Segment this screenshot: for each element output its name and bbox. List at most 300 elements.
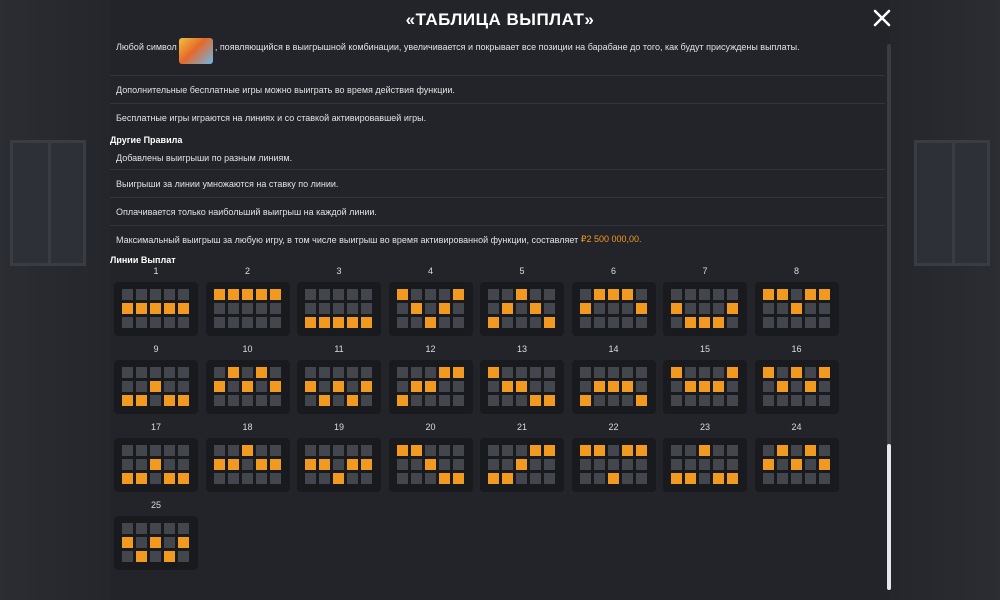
payline-square (671, 459, 682, 470)
payline-number: 19 (333, 422, 344, 432)
payline-square (411, 473, 422, 484)
payline-square (397, 317, 408, 328)
payline-square-active (319, 395, 330, 406)
rule-wild-expand (110, 38, 885, 76)
other-rule-item (110, 147, 885, 170)
max-win-rule (110, 226, 885, 253)
payline-square-active (397, 445, 408, 456)
payline-square-active (136, 303, 147, 314)
rule-text: Бесплатные игры играются на линиях и со ставкой активировавшей игры. (116, 112, 427, 123)
payline-square-active (622, 381, 633, 392)
payline-square (228, 473, 239, 484)
payline-22 (572, 422, 656, 492)
payline-square (488, 303, 499, 314)
payline-square-active (791, 303, 802, 314)
payline-board (114, 438, 198, 492)
payline-square (544, 289, 555, 300)
payline-square (699, 303, 710, 314)
payline-square-active (608, 473, 619, 484)
payline-number: 16 (791, 344, 802, 354)
payline-square (361, 473, 372, 484)
payline-square (622, 367, 633, 378)
payline-square-active (594, 445, 605, 456)
other-rules-heading: Другие Правила (110, 135, 183, 145)
payline-square-active (727, 303, 738, 314)
payline-square (150, 523, 161, 534)
payline-square (150, 395, 161, 406)
payline-number: 13 (516, 344, 527, 354)
payline-square-active (319, 317, 330, 328)
payline-square-active (178, 537, 189, 548)
payline-square-active (594, 381, 605, 392)
payline-square-active (270, 289, 281, 300)
payline-square (347, 367, 358, 378)
payline-board (206, 438, 290, 492)
payline-square-active (242, 445, 253, 456)
payline-square-active (580, 303, 591, 314)
payline-square (777, 459, 788, 470)
payline-square (594, 303, 605, 314)
payline-square (763, 381, 774, 392)
payline-square-active (544, 317, 555, 328)
wild-symbol-icon (179, 38, 213, 64)
payline-square (333, 395, 344, 406)
payline-square-active (361, 381, 372, 392)
payline-square-active (727, 367, 738, 378)
payline-square-active (122, 473, 133, 484)
payline-square-active (580, 445, 591, 456)
payline-number: 20 (425, 422, 436, 432)
payline-square-active (425, 381, 436, 392)
payline-16 (755, 344, 839, 414)
payline-square (122, 459, 133, 470)
payline-square (763, 473, 774, 484)
payline-number: 8 (793, 266, 799, 276)
payline-number: 6 (610, 266, 616, 276)
payline-square (636, 317, 647, 328)
payline-square-active (819, 459, 830, 470)
payline-square-active (305, 459, 316, 470)
payline-square (636, 289, 647, 300)
payline-square-active (228, 289, 239, 300)
payline-square (805, 317, 816, 328)
other-rule-item (110, 170, 885, 198)
payline-square (228, 317, 239, 328)
payline-square (819, 473, 830, 484)
payline-number: 11 (334, 344, 344, 354)
other-rule-item (110, 198, 885, 226)
payline-board (480, 282, 564, 336)
payline-square (685, 395, 696, 406)
payline-board (572, 282, 656, 336)
payline-square (256, 381, 267, 392)
payline-square-active (763, 289, 774, 300)
payline-square-active (763, 367, 774, 378)
payline-square (622, 317, 633, 328)
payline-number: 22 (608, 422, 619, 432)
payline-square-active (347, 459, 358, 470)
close-button[interactable] (872, 8, 892, 28)
payline-square-active (530, 445, 541, 456)
payline-square-active (361, 459, 372, 470)
payline-number: 18 (242, 422, 253, 432)
payline-square (178, 523, 189, 534)
payline-square-active (347, 395, 358, 406)
payline-square-active (164, 303, 175, 314)
payline-square-active (150, 537, 161, 548)
payline-square (530, 289, 541, 300)
payline-24 (755, 422, 839, 492)
payline-square (594, 395, 605, 406)
payline-square-active (122, 395, 133, 406)
payline-square (122, 317, 133, 328)
payline-square-active (178, 395, 189, 406)
payline-square (397, 459, 408, 470)
payline-square (164, 445, 175, 456)
payline-square-active (699, 381, 710, 392)
background-left (0, 0, 110, 600)
payline-square (763, 303, 774, 314)
payline-board (663, 438, 747, 492)
payline-square (439, 317, 450, 328)
payline-square (594, 473, 605, 484)
payline-square (411, 395, 422, 406)
payline-board (663, 360, 747, 414)
payline-square (516, 445, 527, 456)
payline-square-active (544, 395, 555, 406)
payline-20 (389, 422, 473, 492)
payline-square-active (425, 317, 436, 328)
payline-square (122, 523, 133, 534)
payline-board (114, 516, 198, 570)
payline-square-active (805, 289, 816, 300)
payline-square (819, 381, 830, 392)
payline-square (805, 367, 816, 378)
payline-square-active (242, 289, 253, 300)
payline-square (439, 395, 450, 406)
payline-square (805, 303, 816, 314)
payline-square (544, 473, 555, 484)
payline-square (319, 303, 330, 314)
payline-square (685, 459, 696, 470)
payline-square (178, 367, 189, 378)
payline-square (242, 303, 253, 314)
payline-square (178, 551, 189, 562)
payline-square (122, 381, 133, 392)
paytable-content (110, 38, 885, 598)
payline-square (305, 289, 316, 300)
payline-19 (297, 422, 381, 492)
payline-square (636, 367, 647, 378)
payline-15 (663, 344, 747, 414)
payline-number: 17 (150, 422, 161, 432)
payline-square (397, 303, 408, 314)
payline-square-active (178, 473, 189, 484)
payline-square (136, 289, 147, 300)
payline-square (805, 459, 816, 470)
payline-square (819, 303, 830, 314)
rule-text: Выигрыши за линии умножаются на ставку по линии. (116, 178, 339, 189)
payline-square (530, 459, 541, 470)
payline-square (819, 395, 830, 406)
payline-square-active (488, 473, 499, 484)
payline-square (397, 473, 408, 484)
payline-square (819, 445, 830, 456)
payline-square-active (136, 473, 147, 484)
payline-square (270, 473, 281, 484)
payline-square (580, 317, 591, 328)
payline-square-active (425, 459, 436, 470)
payline-square (622, 459, 633, 470)
payline-square-active (439, 303, 450, 314)
payline-square (164, 367, 175, 378)
payline-square (699, 367, 710, 378)
payline-square (453, 459, 464, 470)
close-icon (872, 8, 892, 28)
payline-square (425, 303, 436, 314)
payline-board (297, 438, 381, 492)
payline-board (663, 282, 747, 336)
payline-square (516, 473, 527, 484)
payline-square (425, 473, 436, 484)
payline-board (755, 438, 839, 492)
payline-square (530, 367, 541, 378)
payline-square (791, 445, 802, 456)
payline-board (389, 360, 473, 414)
payline-square (516, 303, 527, 314)
payline-square (727, 317, 738, 328)
payline-square (516, 317, 527, 328)
payline-square (580, 459, 591, 470)
window-decoration (10, 140, 86, 266)
payline-square (333, 367, 344, 378)
payline-number: 10 (242, 344, 253, 354)
payline-square (214, 445, 225, 456)
payline-square (636, 473, 647, 484)
payline-square (150, 551, 161, 562)
payline-square-active (502, 303, 513, 314)
payline-square-active (791, 367, 802, 378)
payline-8 (755, 266, 839, 336)
payline-square-active (685, 317, 696, 328)
payline-square-active (713, 317, 724, 328)
payline-square (164, 381, 175, 392)
payline-board (480, 438, 564, 492)
payline-square (488, 445, 499, 456)
payline-square (594, 367, 605, 378)
payline-square (270, 317, 281, 328)
payline-square (228, 303, 239, 314)
payline-square (453, 445, 464, 456)
payline-square (361, 445, 372, 456)
payline-square (256, 473, 267, 484)
payline-square (777, 367, 788, 378)
payline-square (425, 289, 436, 300)
payline-10 (206, 344, 290, 414)
payline-square (608, 445, 619, 456)
payline-number: 21 (516, 422, 527, 432)
payline-square (242, 317, 253, 328)
payline-square (136, 381, 147, 392)
payline-square (256, 395, 267, 406)
payline-square (305, 445, 316, 456)
payline-square (242, 459, 253, 470)
payline-square-active (488, 367, 499, 378)
payline-square (608, 317, 619, 328)
payline-square (347, 289, 358, 300)
payline-board (480, 360, 564, 414)
payline-square (214, 367, 225, 378)
payline-square (214, 317, 225, 328)
payline-square (622, 303, 633, 314)
payline-square (699, 395, 710, 406)
payline-square-active (122, 537, 133, 548)
payline-square (791, 317, 802, 328)
payline-square-active (502, 473, 513, 484)
rule-free-lines (110, 104, 885, 131)
payline-square-active (305, 381, 316, 392)
payline-board (206, 360, 290, 414)
payline-square (580, 367, 591, 378)
payline-square-active (270, 381, 281, 392)
scrollbar-thumb[interactable] (887, 444, 891, 590)
payline-square-active (805, 381, 816, 392)
payline-square (488, 289, 499, 300)
payline-square (488, 395, 499, 406)
payline-number: 3 (336, 266, 342, 276)
payline-square-active (439, 367, 450, 378)
payline-square (727, 395, 738, 406)
payline-square-active (319, 459, 330, 470)
payline-square (164, 523, 175, 534)
payline-square-active (777, 445, 788, 456)
payline-square (608, 303, 619, 314)
payline-square (256, 445, 267, 456)
payline-square (150, 445, 161, 456)
payline-square-active (727, 473, 738, 484)
payline-square-active (819, 289, 830, 300)
payline-board (755, 282, 839, 336)
payline-board (389, 282, 473, 336)
payline-square (122, 551, 133, 562)
payline-number: 9 (153, 344, 159, 354)
payline-square-active (214, 289, 225, 300)
payline-square-active (256, 289, 267, 300)
payline-square (791, 473, 802, 484)
payline-square (805, 395, 816, 406)
payline-square-active (636, 303, 647, 314)
payline-square-active (411, 303, 422, 314)
payline-number: 15 (699, 344, 710, 354)
payline-square (671, 395, 682, 406)
payline-square-active (305, 317, 316, 328)
payline-square (214, 473, 225, 484)
payline-square (425, 445, 436, 456)
payline-square (544, 459, 555, 470)
payline-number: 25 (150, 500, 161, 510)
payline-square (805, 473, 816, 484)
payline-square-active (242, 381, 253, 392)
payline-square-active (397, 289, 408, 300)
payline-square-active (516, 459, 527, 470)
payline-square-active (439, 473, 450, 484)
payline-board (389, 438, 473, 492)
payline-square-active (530, 303, 541, 314)
payline-18 (206, 422, 290, 492)
payline-square-active (685, 381, 696, 392)
payline-square-active (516, 381, 527, 392)
payline-square (228, 381, 239, 392)
payline-square (502, 459, 513, 470)
payline-square (713, 445, 724, 456)
payline-square-active (713, 473, 724, 484)
payline-square (256, 317, 267, 328)
payline-square-active (347, 317, 358, 328)
payline-square (164, 459, 175, 470)
payline-square (791, 289, 802, 300)
payline-square (319, 381, 330, 392)
payline-21 (480, 422, 564, 492)
payline-square-active (544, 445, 555, 456)
payline-square (361, 395, 372, 406)
payline-square (214, 303, 225, 314)
payline-square (502, 395, 513, 406)
payline-square-active (671, 303, 682, 314)
payline-square (439, 381, 450, 392)
payline-square (608, 367, 619, 378)
page-title: «ТАБЛИЦА ВЫПЛАТ» (405, 10, 595, 29)
payline-square-active (516, 289, 527, 300)
payline-square (763, 317, 774, 328)
payline-square (502, 317, 513, 328)
payline-square (150, 473, 161, 484)
payline-square (713, 289, 724, 300)
payline-square-active (136, 395, 147, 406)
payline-square-active (636, 395, 647, 406)
payline-square (622, 395, 633, 406)
payline-9 (114, 344, 198, 414)
payline-number: 2 (244, 266, 250, 276)
payline-square-active (397, 395, 408, 406)
payline-5 (480, 266, 564, 336)
payline-square (439, 289, 450, 300)
payline-square (319, 367, 330, 378)
payline-square-active (333, 317, 344, 328)
payline-square-active (164, 395, 175, 406)
payline-square (777, 317, 788, 328)
payline-square (608, 459, 619, 470)
payline-square (727, 445, 738, 456)
payline-square (411, 317, 422, 328)
payline-square (453, 381, 464, 392)
payline-number: 12 (425, 344, 436, 354)
payline-square-active (411, 445, 422, 456)
payline-square (727, 381, 738, 392)
rule-text: Дополнительные бесплатные игры можно выиграть во время действия функции. (116, 84, 455, 95)
payline-square-active (228, 459, 239, 470)
payline-square (305, 303, 316, 314)
payline-square (411, 289, 422, 300)
payline-square (727, 289, 738, 300)
payline-square (178, 317, 189, 328)
payline-square-active (333, 473, 344, 484)
payline-square (713, 303, 724, 314)
payline-square (347, 381, 358, 392)
payline-square (150, 289, 161, 300)
payline-square-active (763, 459, 774, 470)
payline-square (671, 445, 682, 456)
payline-square (699, 459, 710, 470)
